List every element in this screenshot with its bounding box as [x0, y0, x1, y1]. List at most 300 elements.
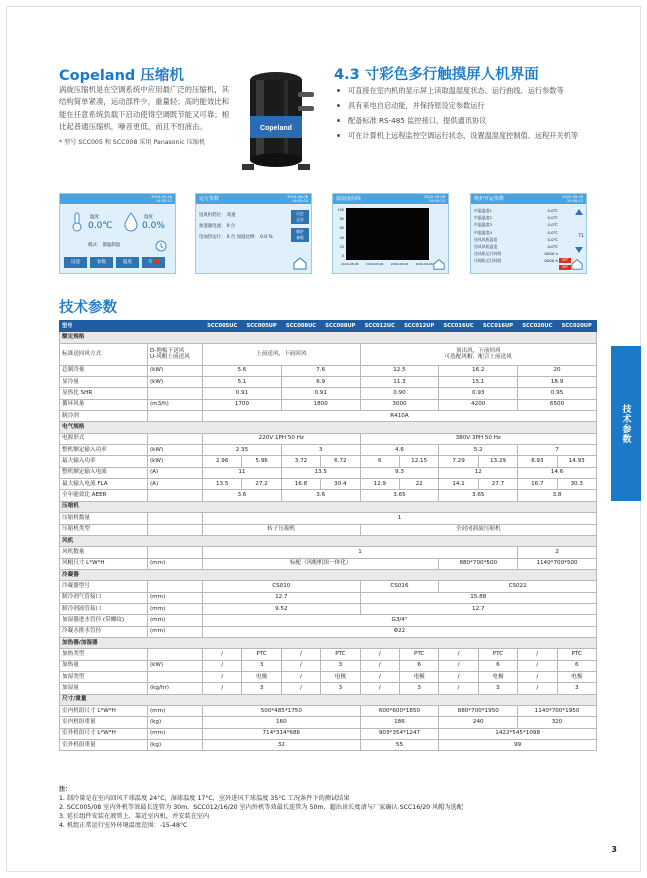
table-cell: PTC [399, 649, 438, 660]
table-cell: 1422*545*1098 [439, 728, 597, 739]
temperature-button[interactable]: 温度 [116, 257, 139, 268]
row-label: 室外机组尺寸 L*W*H [60, 728, 148, 739]
section-compressor: 压缩机 [60, 501, 597, 512]
row-unit: (mm) [148, 558, 203, 569]
table-row [60, 365, 597, 376]
row-label: 制冷剂 [60, 411, 148, 422]
table-cell: 240 [439, 717, 518, 728]
table-cell: 3.6 [281, 490, 360, 501]
y-tick: 60 [339, 226, 344, 231]
table-row [60, 603, 597, 614]
copeland-intro [59, 84, 231, 149]
section-condenser: 冷凝器 [60, 569, 597, 580]
hmi-home-header [60, 194, 175, 204]
compressor-image [236, 66, 320, 178]
table-cell: / [281, 660, 320, 671]
row-label: 室外机组重量 [60, 740, 148, 751]
table-cell: 3.65 [360, 490, 439, 501]
row-label: 制冷剂液管接口 [60, 603, 148, 614]
table-cell: PTC [478, 649, 517, 660]
hmi-time: 19:05:12 [155, 199, 172, 203]
table-row [60, 411, 597, 422]
table-cell: 3 [399, 683, 438, 694]
table-cell: 12.5 [360, 365, 439, 376]
maint-label: 中温温度1 [474, 208, 493, 213]
table-cell: R410A [203, 411, 597, 422]
table-cell: / [360, 649, 399, 660]
humidity-label: 湿度 [144, 215, 153, 220]
section-electrical: 电气规格 [60, 422, 597, 433]
maint-value: 0.0℃ [547, 236, 558, 242]
hmi-running-params-screen [195, 193, 312, 274]
power-on-button[interactable] [142, 257, 165, 268]
table-row [60, 706, 597, 717]
table-cell: 16.2 [439, 365, 518, 376]
row-label: 风机数量 [60, 547, 148, 558]
maint-value: 0000 h [544, 258, 558, 264]
page-number: 3 [611, 845, 617, 854]
table-cell: 6 [360, 456, 399, 467]
table-cell: 13.5 [203, 479, 242, 490]
maint-row [474, 207, 558, 214]
hmi-curve-screen [332, 193, 449, 274]
table-cell: 3.65 [439, 490, 518, 501]
table-row [60, 445, 597, 456]
side-tab-tech-params: 技术参数 [611, 346, 641, 501]
copeland-title: Copeland 压缩机 [59, 68, 184, 84]
row-unit: (m3/h) [148, 399, 203, 410]
table-cell: 3.72 [281, 456, 320, 467]
row-unit: (kg) [148, 740, 203, 751]
table-cell: 转子压缩机 [203, 524, 361, 535]
row-label: 室内机组尺寸 L*W*H [60, 706, 148, 717]
table-cell: 1700 [203, 399, 282, 410]
table-cell: PTC [557, 649, 596, 660]
parameters-button[interactable]: 参数 [90, 257, 113, 268]
table-cell: 电极 [399, 671, 438, 682]
row-unit [148, 433, 203, 444]
table-cell: 55 [360, 740, 439, 751]
table-cell: 14.93 [557, 456, 596, 467]
hmi-maint-title: 维护开运参数 [474, 196, 505, 202]
notes-head: 注： [59, 786, 72, 793]
row-label: 标准送回风方式 [60, 343, 148, 365]
table-cell: 500*485*1750 [203, 706, 361, 717]
header-model-scc005uc: SCC005UC [203, 321, 242, 332]
maint-value: 0.0℃ [547, 208, 558, 213]
section-row [60, 637, 597, 648]
table-cell: 32 [203, 740, 361, 751]
maint-row [474, 221, 558, 228]
off-badge[interactable]: OFF [559, 258, 571, 263]
hmi-maint-header [471, 194, 586, 204]
row-unit: (kW) [148, 445, 203, 456]
maint-label: 回风风机温度 [474, 244, 498, 250]
row-unit [148, 649, 203, 660]
table-row [60, 740, 597, 751]
table-row [60, 558, 597, 569]
copeland-note: * 型号 SCC005 和 SCC008 采用 Panasonic 压缩机 [59, 138, 206, 146]
mode-text: 模式： 制温制湿 [88, 243, 121, 248]
table-cell: 0.91 [203, 388, 282, 399]
notes [59, 785, 579, 830]
thermometer-icon [70, 212, 84, 232]
airflow-value: 顶出风，下前回风 可选配风帽，配合上前送风 [360, 343, 596, 365]
y-tick: 40 [339, 235, 344, 240]
row-label: 最大输入功率 [60, 456, 148, 467]
humidity-value: 0.0% [142, 221, 165, 231]
table-cell: 13.29 [478, 456, 517, 467]
table-cell: 5.6 [203, 365, 282, 376]
section-fan: 风机 [60, 535, 597, 546]
bullet-item: 配备标准 RS-485 监控接口，提供通讯协议 [334, 115, 609, 126]
table-row [60, 513, 597, 524]
table-cell: 电极 [321, 671, 360, 682]
table-cell: 7.6 [281, 365, 360, 376]
tech-params-title: 技术参数 [59, 300, 117, 316]
header-model-scc008uc: SCC008UC [281, 321, 320, 332]
table-row [60, 467, 597, 478]
table-cell: / [439, 671, 478, 682]
home-icon[interactable] [292, 256, 308, 270]
row-unit [148, 513, 203, 524]
table-cell: 18.9 [518, 377, 597, 388]
header-model-scc005up: SCC005UP [242, 321, 281, 332]
table-cell: 8.93 [518, 456, 557, 467]
row-label: 加热量 [60, 660, 148, 671]
table-cell: 13.5 [281, 467, 360, 478]
y-tick: 80 [339, 217, 344, 222]
home-icon[interactable] [432, 258, 446, 270]
row-unit [148, 581, 203, 592]
maint-value: 0.0℃ [547, 244, 558, 250]
x-tick: 2020-08-06 [390, 262, 409, 266]
table-cell: / [281, 671, 320, 682]
section-row [60, 501, 597, 512]
table-cell: / [203, 671, 242, 682]
table-cell: 2 [518, 547, 597, 558]
row-label: 全年能效比 AEER [60, 490, 148, 501]
table-cell: Φ22 [203, 626, 597, 637]
row-label: 室内机组重量 [60, 717, 148, 728]
note-line: 2. SCC005/08 室内外机等效最长连管为 30m，SCC012/16/20 室内外机等效最长连管为 50m，超出该长度请与厂家确认 SCC16/20 风帽为选配 [59, 804, 464, 811]
table-row [60, 581, 597, 592]
header-model-scc012up: SCC012UP [399, 321, 438, 332]
table-row [60, 728, 597, 739]
table-cell: 22 [399, 479, 438, 490]
table-cell: 12.9 [360, 479, 399, 490]
x-tick: 2020-08-06 [365, 262, 384, 266]
table-cell: 15.88 [360, 592, 596, 603]
maint-value: 0000 h [544, 251, 558, 257]
table-cell: G3/4" [203, 615, 597, 626]
table-cell: 5.96 [242, 456, 281, 467]
header-model-scc016uc: SCC016UC [439, 321, 478, 332]
table-cell: 1140*700*500 [518, 558, 597, 569]
table-cell: 186 [360, 717, 439, 728]
row-label: 压缩机数量 [60, 513, 148, 524]
table-cell: 16.8 [281, 479, 320, 490]
row-unit: (mm) [148, 615, 203, 626]
table-cell: 880*700*500 [439, 558, 518, 569]
table-cell: 27.7 [478, 479, 517, 490]
table-cell: 30.3 [557, 479, 596, 490]
table-cell: 1 [203, 547, 518, 558]
table-cell: / [203, 683, 242, 694]
x-tick: 2020-08-06 [415, 262, 433, 266]
hmi-home-screen [59, 193, 176, 274]
table-cell: 7.29 [439, 456, 478, 467]
header-model-scc016up: SCC016UP [478, 321, 517, 332]
table-cell: 6.72 [321, 456, 360, 467]
table-cell: 3 [321, 683, 360, 694]
home-icon[interactable] [570, 258, 584, 270]
table-cell: 16.7 [518, 479, 557, 490]
table-cell: 电极 [478, 671, 517, 682]
header-model-scc020up: SCC020UP [557, 321, 596, 332]
bullet-item: 可在计算机上远程监控空调运行状态，设置温湿度控制值、远程开关机等 [334, 130, 609, 141]
hmi-time: 19:05:03 [291, 199, 308, 203]
table-cell: 880*700*1950 [439, 706, 518, 717]
x-tick: 2020-08-06 [341, 262, 359, 266]
history-button[interactable]: 历史 记录 [291, 210, 309, 224]
table-cell: 12.15 [399, 456, 438, 467]
table-row [60, 479, 597, 490]
table-cell: 6500 [518, 399, 597, 410]
row-unit [148, 388, 203, 399]
table-cell: / [518, 683, 557, 694]
table-cell: / [360, 671, 399, 682]
curve-x-axis [341, 262, 433, 266]
table-cell: 6 [478, 660, 517, 671]
row-unit: (kW) [148, 365, 203, 376]
table-cell: 4200 [439, 399, 518, 410]
hmi-date: 2020-06-08 [562, 195, 583, 199]
row-unit: (mm) [148, 728, 203, 739]
table-cell: 714*314*686 [203, 728, 361, 739]
table-cell: 1140*700*1950 [518, 706, 597, 717]
table-cell: / [281, 683, 320, 694]
hmi-time: 19:06:12 [566, 199, 583, 203]
note-line: 3. 延长组件安装在液管上，靠近室内机，并安装在室内 [59, 813, 210, 820]
table-cell: 2.96 [203, 456, 242, 467]
table-cell: / [360, 660, 399, 671]
table-cell: 3 [321, 660, 360, 671]
row-unit: (mm) [148, 706, 203, 717]
header-model-scc020uc: SCC020UC [518, 321, 557, 332]
section-row [60, 332, 597, 343]
arrow-down-icon[interactable] [574, 246, 584, 254]
table-cell: 3 [242, 683, 281, 694]
row-label: 加热类型 [60, 649, 148, 660]
hmi-date: 2020-06-08 [287, 195, 308, 199]
param-row: 加湿器电流： 0 台 [199, 224, 236, 229]
section-row [60, 694, 597, 705]
row-label: 总制冷量 [60, 365, 148, 376]
table-cell: / [518, 660, 557, 671]
row-unit: (mm) [148, 626, 203, 637]
table-cell: CS022 [439, 581, 597, 592]
table-cell: 14.1 [439, 479, 478, 490]
row-unit: (kW) [148, 660, 203, 671]
row-label: 冷凝水排水管径 [60, 626, 148, 637]
row-label: 压缩机类型 [60, 524, 148, 535]
maint-row [474, 236, 558, 243]
table-cell: / [439, 683, 478, 694]
table-cell: / [439, 649, 478, 660]
table-cell: 0.93 [439, 388, 518, 399]
power-on-label: 开 [147, 260, 153, 265]
table-cell: 11.3 [360, 377, 439, 388]
table-row [60, 490, 597, 501]
row-label: 显热比 SHR [60, 388, 148, 399]
table-cell: 30.4 [321, 479, 360, 490]
settings-button[interactable]: 设置 [64, 257, 87, 268]
hmi-date: 2020-06-08 [424, 195, 445, 199]
row-unit: (kg/hr) [148, 683, 203, 694]
maint-value: 0.0℃ [547, 215, 558, 221]
temp-label: 温度 [90, 215, 99, 220]
airflow-options: D-地板下送风 U-风帽上前送风 [148, 343, 203, 365]
table-cell: 99 [439, 740, 597, 751]
table-cell: 1800 [281, 399, 360, 410]
bullet-item: 可直接在室内机的显示屏上读取温湿度状态、运行曲线、运行参数等 [334, 85, 609, 96]
y-tick: 0 [341, 254, 344, 259]
table-cell: 600*600*1850 [360, 706, 439, 717]
table-cell: 0.90 [360, 388, 439, 399]
row-unit [148, 490, 203, 501]
table-cell: 6.9 [281, 377, 360, 388]
table-row [60, 660, 597, 671]
table-cell: 7 [518, 445, 597, 456]
maintenance-button[interactable]: 维护 参数 [291, 228, 309, 242]
table-cell: 1 [203, 513, 597, 524]
row-label: 风帽尺寸 L*W*H [60, 558, 148, 569]
row-label: 冷凝器型号 [60, 581, 148, 592]
table-cell: 4.6 [360, 445, 439, 456]
row-unit: (mm) [148, 592, 203, 603]
row-label: 加湿类型 [60, 671, 148, 682]
section-size-weight: 尺寸/重量 [60, 694, 597, 705]
table-cell: 11 [203, 467, 282, 478]
hmi-params-header [196, 194, 311, 204]
table-header-row [60, 321, 597, 332]
param-row: 电加热运行： 0 台 加湿比例： 0.0 % [199, 235, 273, 240]
section-row [60, 535, 597, 546]
maint-row [474, 257, 558, 264]
table-cell: 3 [281, 445, 360, 456]
table-cell: 20 [518, 365, 597, 376]
compressor-logo: Copeland [260, 125, 292, 132]
table-cell: / [203, 660, 242, 671]
maint-label: 中温温度4 [474, 229, 493, 235]
row-unit [148, 671, 203, 682]
section-heater: 加热器/加湿器 [60, 637, 597, 648]
humidity-drop-icon [124, 212, 138, 232]
copeland-paragraph: 涡旋压缩机是在空调系统中应用最广泛的压缩机，其结构简单紧凑，运动部件少，重量轻；高的能效比和能在任意系统负载下启动使得空调既节能又可靠；相比起普通压缩机，噪音更低，而且不怕液击。 [59, 85, 229, 132]
maint-row [474, 250, 558, 257]
table-cell: / [518, 649, 557, 660]
table-cell: 160 [203, 717, 361, 728]
row-label: 整机额定输入功率 [60, 445, 148, 456]
spec-table [59, 320, 597, 751]
row-label: 整机额定输入电流 [60, 467, 148, 478]
table-cell: 3 [478, 683, 517, 694]
table-row [60, 433, 597, 444]
table-cell: 903*354*1247 [360, 728, 439, 739]
maint-label: 中温温度2 [474, 215, 493, 221]
table-cell: 5.1 [203, 377, 282, 388]
table-cell: 220V 1PH 50 Hz [203, 433, 361, 444]
row-label: 电源形式 [60, 433, 148, 444]
header-model-scc008up: SCC008UP [321, 321, 360, 332]
row-unit [148, 411, 203, 422]
row-unit: (mm) [148, 603, 203, 614]
row-label: 加湿器进水管径 (带螺纹) [60, 615, 148, 626]
table-cell: CS016 [360, 581, 439, 592]
hmi-date: 2020-05-26 [151, 195, 172, 199]
table-row [60, 456, 597, 467]
arrow-up-icon[interactable] [574, 208, 584, 216]
row-unit: (kg) [148, 717, 203, 728]
table-cell: 6 [557, 660, 596, 671]
table-row [60, 717, 597, 728]
table-cell: 15.1 [439, 377, 518, 388]
table-cell: 3000 [360, 399, 439, 410]
maint-label: 送风风机温度 [474, 236, 498, 242]
table-row [60, 524, 597, 535]
table-cell: 12.7 [203, 592, 361, 603]
table-row [60, 649, 597, 660]
table-cell: 电极 [557, 671, 596, 682]
table-cell: 电极 [242, 671, 281, 682]
row-label: 制冷剂气管接口 [60, 592, 148, 603]
page-indicator[interactable]: T1 [578, 234, 584, 239]
table-cell: 全封闭涡旋压缩机 [360, 524, 596, 535]
maint-row [474, 214, 558, 221]
table-cell: 标配（风帽机组一体化） [203, 558, 439, 569]
hmi-maintenance-screen [470, 193, 587, 274]
section-row [60, 569, 597, 580]
table-cell: 320 [518, 717, 597, 728]
table-cell: / [518, 671, 557, 682]
row-label: 最大输入电流 FLA [60, 479, 148, 490]
row-unit [148, 524, 203, 535]
table-cell: 2.35 [203, 445, 282, 456]
table-cell: / [203, 649, 242, 660]
param-row: 送风机档位： 高速 [199, 213, 236, 218]
table-row [60, 388, 597, 399]
table-cell: PTC [321, 649, 360, 660]
table-cell: 3.6 [203, 490, 282, 501]
table-row [60, 399, 597, 410]
off-badge[interactable]: OFF [559, 265, 571, 270]
row-label: 循环风量 [60, 399, 148, 410]
temp-value: 0.0℃ [88, 221, 113, 231]
maint-row [474, 243, 558, 250]
maint-row [474, 229, 558, 236]
section-row [60, 422, 597, 433]
screen-bullets [334, 85, 609, 145]
row-label: 加湿量 [60, 683, 148, 694]
table-cell: 12 [439, 467, 518, 478]
hmi-curve-header [333, 194, 448, 204]
bullet-item: 具有来电自启动能，并保持原设定参数运行 [334, 100, 609, 111]
y-tick: 20 [339, 244, 344, 249]
curve-y-axis [335, 206, 344, 261]
table-row [60, 592, 597, 603]
row-unit: (A) [148, 479, 203, 490]
